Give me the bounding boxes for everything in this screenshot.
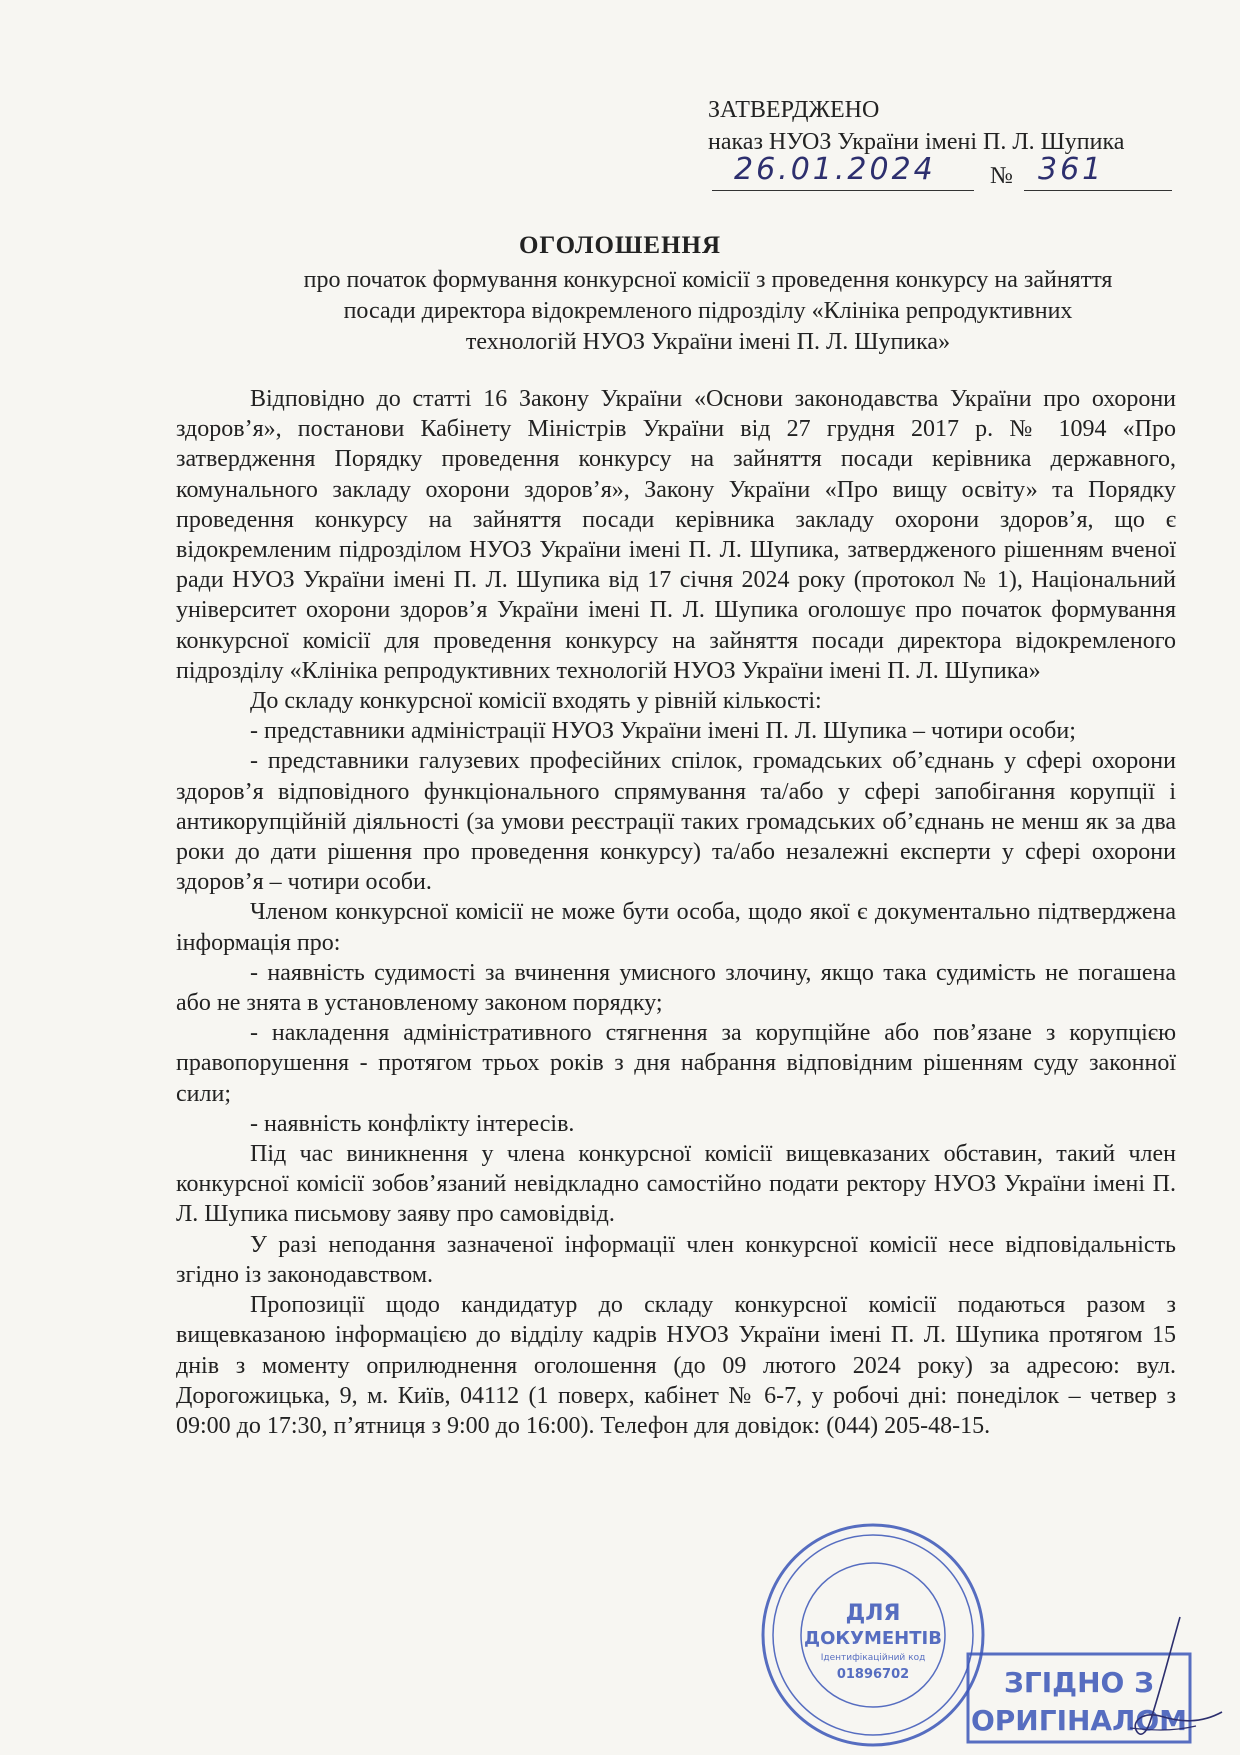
paragraph-responsibility: У разі неподання зазначеної інформації член конкурсної комісії несе відповідальність згідно із законодавством. (176, 1231, 1176, 1288)
document-subtitle (248, 265, 1168, 358)
signature (1110, 1612, 1230, 1742)
number-underline (1024, 190, 1172, 191)
date-underline (712, 190, 974, 191)
approval-date-number-line (708, 152, 1172, 192)
paragraph-conflict-interest: - наявність конфлікту інтересів. (250, 1110, 575, 1137)
official-round-stamp (758, 1520, 988, 1750)
handwritten-number: 361 (1038, 152, 1105, 187)
paragraph-legal-basis: Відповідно до статті 16 Закону України «Основи законодавства України про охорони здоров’я», постанови Кабінету Міністрів України від 27 грудня 2017 р. № 1094 «Про затвердження Порядку проведення конкурсу на зайняття посади керівника державного, комунального закладу охорони здоров’я», Закону України «Про вищу освіту» та Порядку проведення конкурсу на зайняття посади керівника закладу охорони здоров’я, що є відокремленим підрозділом НУОЗ України імені П. Л. Шупика, затвердженого рішенням вченої ради НУОЗ України імені П. Л. Шупика від 17 січня 2024 року (протокол № 1), Національний університет охорони здоров’я України імені П. Л. Шупика оголошує про початок формування конкурсної комісії для проведення конкурсу на зайняття посади директора відокремленого підрозділу «Клініка репродуктивних технологій НУОЗ України імені П. Л. Шупика» (176, 386, 1176, 684)
paragraph-composition-intro: До складу конкурсної комісії входять у рівній кількості: (250, 688, 822, 715)
subtitle-line: технологій НУОЗ України імені П. Л. Шупика» (465, 329, 951, 355)
document-title: ОГОЛОШЕННЯ (518, 232, 722, 259)
paragraph-submission-info: Пропозиції щодо кандидатур до складу конкурсної комісії подаються разом з вищевказаною інформацією до відділу кадрів НУОЗ України імені П. Л. Шупика протягом 15 днів з моменту оприлюднення оголошення (до 09 лютого 2024 року) за адресою: вул. Дорогожицька, 9, м. Київ, 04112 (1 поверх, кабінет № 6-7, у робочі дні: понеділок – четвер з 09:00 до 17:30, п’ятниця з 9:00 до 16:00). Телефон для довідок: (044) 205-48-15. (176, 1292, 1176, 1439)
approval-heading: ЗАТВЕРДЖЕНО (708, 97, 880, 123)
handwritten-date: 26.01.2024 (734, 152, 936, 187)
approval-block (708, 94, 1172, 192)
stamp-code-label: Ідентифікаційний код (820, 1653, 926, 1663)
stamp-center-line2: ДОКУМЕНТІВ (804, 1628, 942, 1649)
paragraph-admin-members: - представники адміністрації НУОЗ України імені П. Л. Шупика – чотири особи; (250, 718, 1076, 745)
number-sign: № (990, 163, 1013, 189)
approval-order-line: наказ НУОЗ України імені П. Л. Шупика (708, 129, 1125, 155)
stamp-code-value: 01896702 (836, 1667, 910, 1682)
stamp-center-line1: ДЛЯ (845, 1601, 901, 1626)
document-body (176, 384, 1176, 1441)
subtitle-line: посади директора відокремленого підрозділу «Клініка репродуктивних (343, 298, 1073, 324)
paragraph-criminal-record: - наявність судимості за вчинення умисного злочину, якщо така судимість не погашена або не знята в установленому законом порядку; (176, 959, 1176, 1017)
paragraph-admin-penalty: - накладення адміністративного стягнення за корупційне або пов’язане з корупцією правопорушення - протягом трьох років з дня набрання відповідним рішенням суду законної сили; (176, 1020, 1176, 1107)
paragraph-self-recusal: Під час виникнення у члена конкурсної комісії вищевказаних обставин, такий член конкурсної комісії зобов’язаний невідкладно самостійно подати ректору НУОЗ України імені П. Л. Шупика письмову заяву про самовідвід. (176, 1141, 1176, 1228)
paragraph-public-members: - представники галузевих професійних спілок, громадських об’єднань у сфері охорони здоров’я відповідного функціонального спрямування та/або у сфері запобігання корупції і антикорупційній діяльності (за умови реєстрації таких громадських об’єднань не менш як за два роки до дати рішення про проведення конкурсу) та/або незалежні експерти у сфері охорони здоров’я – чотири особи. (176, 748, 1176, 896)
certified-line1: ЗГІДНО З (1004, 1666, 1154, 1699)
subtitle-line: про початок формування конкурсної комісії з проведення конкурсу на зайняття (303, 267, 1113, 293)
certified-line2: ОРИГІНАЛОМ (970, 1704, 1188, 1737)
paragraph-exclusion-intro: Членом конкурсної комісії не може бути особа, щодо якої є документально підтверджена інформація про: (176, 899, 1176, 956)
